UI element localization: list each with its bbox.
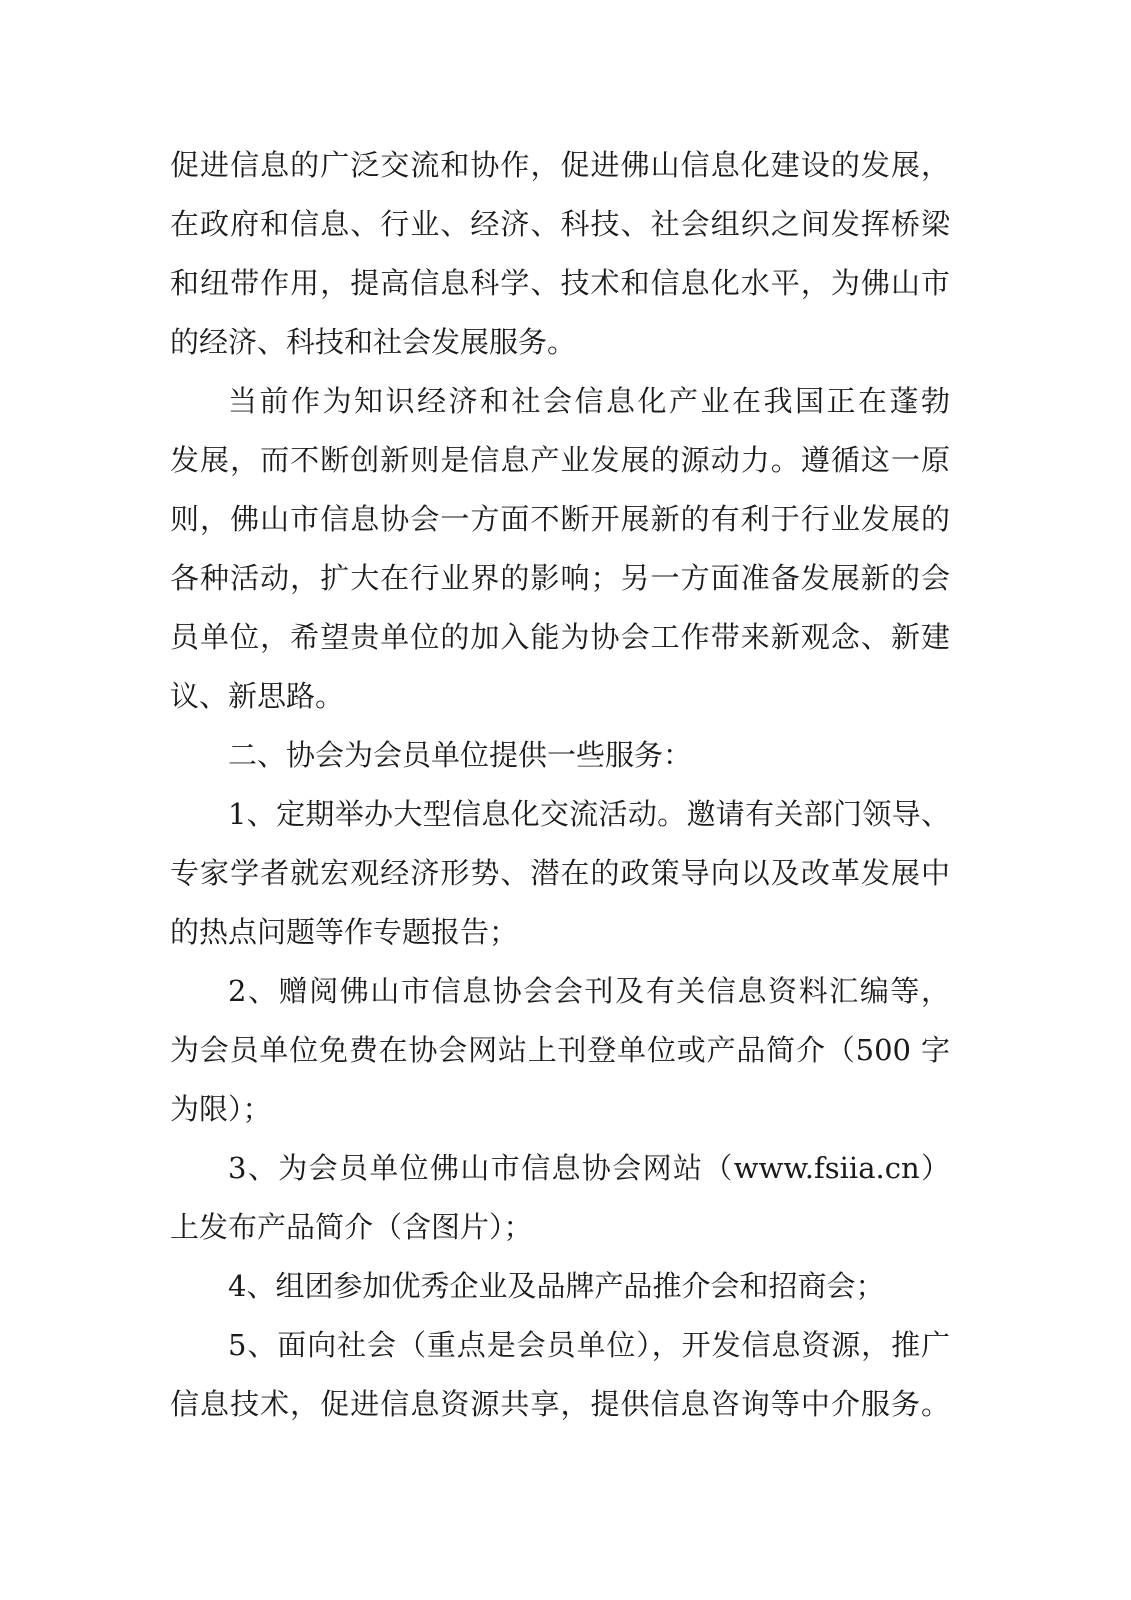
text-line: 的经济、科技和社会发展服务。 [170,325,577,359]
text-line: 各种活动，扩大在行业界的影响；另一方面准备发展新的会 [170,561,950,595]
text-line: 的热点问题等作专题报告； [170,915,519,949]
text-line: 为会员单位免费在协会网站上刊登单位或产品简介（500 字 [170,1033,950,1067]
text-line: 则，佛山市信息协会一方面不断开展新的有利于行业发展的 [170,502,950,536]
paragraph-first-line: 当前作为知识经济和社会信息化产业在我国正在蓬勃 [228,384,950,418]
list-item-5-line: 5、面向社会（重点是会员单位），开发信息资源，推广 [228,1328,950,1362]
list-item-2-line: 2、赠阅佛山市信息协会会刊及有关信息资料汇编等， [228,974,950,1008]
text-line: 专家学者就宏观经济形势、潜在的政策导向以及改革发展中 [170,856,950,890]
list-item-3-line: 3、为会员单位佛山市信息协会网站（www.fsiia.cn） [228,1151,950,1185]
list-item-4-line: 4、组团参加优秀企业及品牌产品推介会和招商会； [228,1269,885,1303]
text-line: 上发布产品简介（含图片）； [170,1210,533,1244]
text-line: 为限）； [170,1092,272,1126]
section-heading: 二、协会为会员单位提供一些服务： [228,738,693,772]
text-line: 议、新思路。 [170,679,345,713]
text-line: 在政府和信息、行业、经济、科技、社会组织之间发挥桥梁 [170,207,950,241]
list-item-1-line: 1、定期举办大型信息化交流活动。邀请有关部门领导、 [228,797,950,831]
text-line: 和纽带作用，提高信息科学、技术和信息化水平，为佛山市 [170,266,950,300]
text-line: 促进信息的广泛交流和协作，促进佛山信息化建设的发展， [170,148,950,182]
text-line: 发展，而不断创新则是信息产业发展的源动力。遵循这一原 [170,443,950,477]
document-body [170,136,950,1434]
text-line: 信息技术，促进信息资源共享，提供信息咨询等中介服务。 [170,1387,950,1421]
text-line: 员单位，希望贵单位的加入能为协会工作带来新观念、新建 [170,620,950,654]
